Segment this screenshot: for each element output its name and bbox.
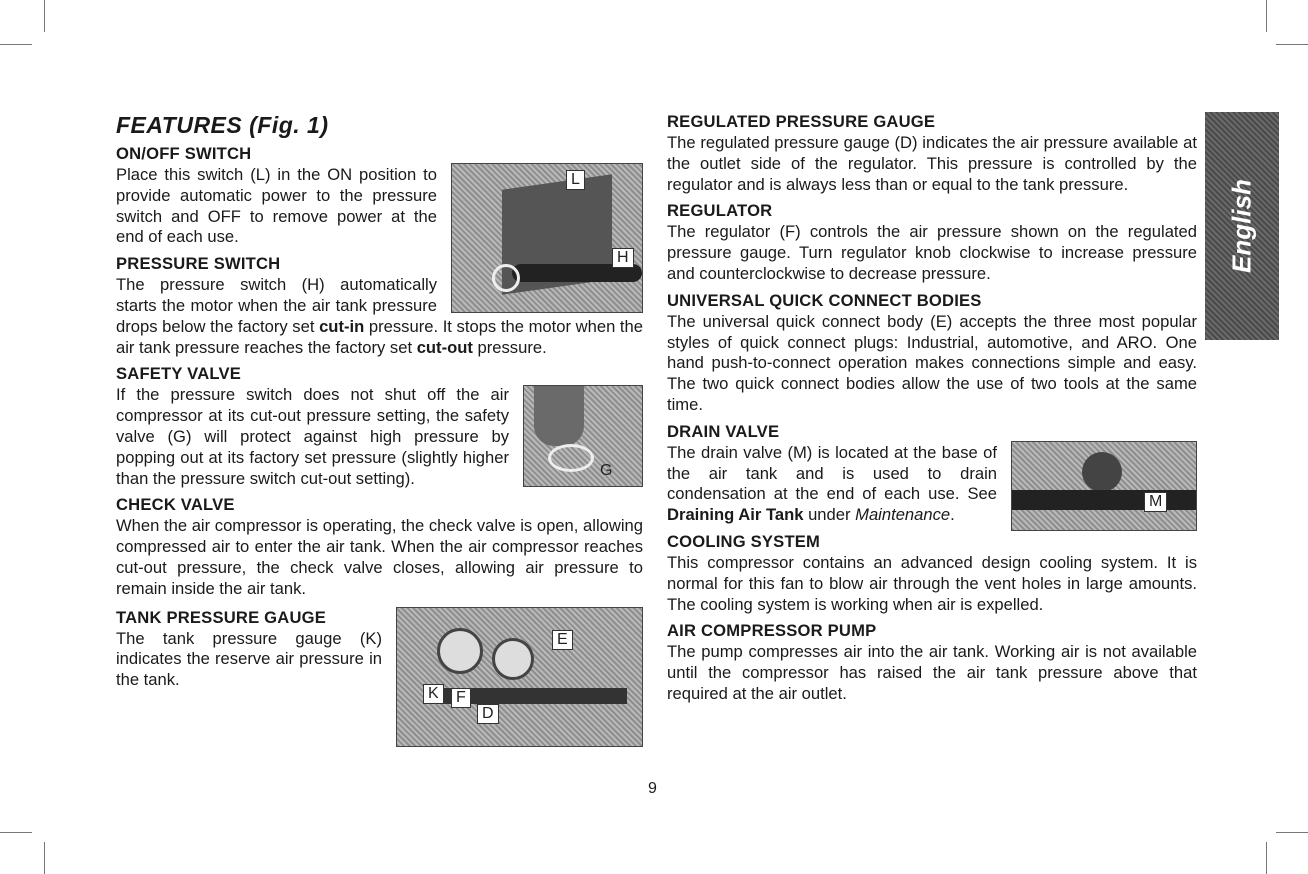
- label-F: F: [451, 688, 471, 708]
- safety-valve-heading: SAFETY VALVE: [116, 364, 242, 384]
- pump-heading: AIR COMPRESSOR PUMP: [667, 621, 877, 641]
- crop-mark: [1266, 0, 1267, 32]
- crop-mark: [44, 842, 45, 874]
- drain-hose-shape: [1012, 490, 1196, 510]
- regulated-gauge-text: The regulated pressure gauge (D) indicates the air pressure available at the outlet side of the regulator. This pressure is controlled by the regulator and is always less than or equal to the tank pressure.: [667, 133, 1197, 194]
- gauge-regulated-shape: [492, 638, 534, 680]
- quick-connect-heading: UNIVERSAL QUICK CONNECT BODIES: [667, 290, 982, 310]
- gauge-tank-shape: [437, 628, 483, 674]
- language-tab-label: English: [1226, 179, 1257, 273]
- label-M: M: [1144, 492, 1167, 512]
- regulator-heading: REGULATOR: [667, 201, 773, 221]
- safety-valve-text: If the pressure switch does not shut off the air compressor at its cut-out pressure setting, the safety valve (G) will protect against high pressure by popping out at its factory set pressure (slightly higher than the pressure switch cut-out setting).: [116, 385, 509, 488]
- crop-mark: [44, 0, 45, 32]
- onoff-heading: ON/OFF SWITCH: [116, 144, 252, 163]
- label-L: L: [566, 170, 585, 190]
- figure-safety-valve: [523, 385, 643, 487]
- tank-gauge-text: The tank pressure gauge (K) indicates the reserve air pressure in the tank.: [116, 628, 382, 690]
- label-K: K: [423, 684, 444, 704]
- page-title: FEATURES (Fig. 1): [116, 112, 329, 138]
- check-valve-text: When the air compressor is operating, the check valve is open, allowing compressed air to enter the air tank. When the air compressor reaches cut-out pressure, the check valve closes, allowing air pressure to remain inside the air tank.: [116, 516, 643, 598]
- label-E: E: [552, 630, 573, 650]
- crop-mark: [1276, 44, 1308, 45]
- valve-body-shape: [534, 386, 584, 446]
- page-number: 9: [648, 780, 657, 797]
- label-D: D: [477, 704, 499, 724]
- drain-valve-text: The drain valve (M) is located at the base of the air tank and is used to drain condensation at the end of each use. See Draining Air Tank under Maintenance.: [667, 442, 997, 525]
- pressure-switch-text: The pressure switch (H) automatically starts the motor when the air tank pressure drops below the factory set cut-in pressure. It stops the motor when the air tank pressure reaches the factory set cut-out pressure.: [116, 275, 644, 357]
- drain-valve-heading: DRAIN VALVE: [667, 421, 780, 441]
- figure-gauges: [396, 607, 643, 747]
- language-tab: [1205, 112, 1279, 340]
- ring-shape: [492, 264, 520, 292]
- drain-fitting-shape: [1082, 452, 1122, 492]
- onoff-text: Place this switch (L) in the ON position to provide automatic power to the pressure switch and OFF to remove power at the end of each use.: [116, 165, 437, 247]
- cooling-system-text: This compressor contains an advanced design cooling system. It is normal for this fan to blow air through the vent holes in large amounts. The cooling system is working when air is expelled.: [667, 552, 1197, 614]
- right-column: [667, 112, 1197, 705]
- cooling-system-heading: COOLING SYSTEM: [667, 531, 821, 551]
- tank-gauge-heading: TANK PRESSURE GAUGE: [116, 607, 327, 627]
- crop-mark: [0, 44, 32, 45]
- figure-drain-valve: [1011, 441, 1197, 531]
- pump-text: The pump compresses air into the air tank. Working air is not available until the compressor has raised the air tank pressure above that required at the air outlet.: [667, 642, 1197, 703]
- crop-mark: [1266, 842, 1267, 874]
- check-valve-heading: CHECK VALVE: [116, 495, 235, 515]
- regulated-gauge-heading: REGULATED PRESSURE GAUGE: [667, 112, 936, 131]
- regulator-text: The regulator (F) controls the air pressure shown on the regulated pressure gauge. Turn regulator knob clockwise to increase pressure and counterclockwise to decrease pressure.: [667, 222, 1197, 283]
- crop-mark: [1276, 832, 1308, 833]
- left-column: [116, 112, 643, 747]
- label-H: H: [612, 248, 634, 268]
- label-G: G: [600, 462, 613, 480]
- ring-shape: [548, 444, 594, 472]
- quick-connect-text: The universal quick connect body (E) accepts the three most popular styles of quick connect plugs: Industrial, automotive, and ARO. One hand push-to-connect operation makes connections simple and easy. The two quick connect bodies allow the use of two tools at the same time.: [667, 311, 1197, 414]
- pressure-switch-heading: PRESSURE SWITCH: [116, 254, 281, 274]
- crop-mark: [0, 832, 32, 833]
- figure-pressure-switch: [451, 163, 643, 313]
